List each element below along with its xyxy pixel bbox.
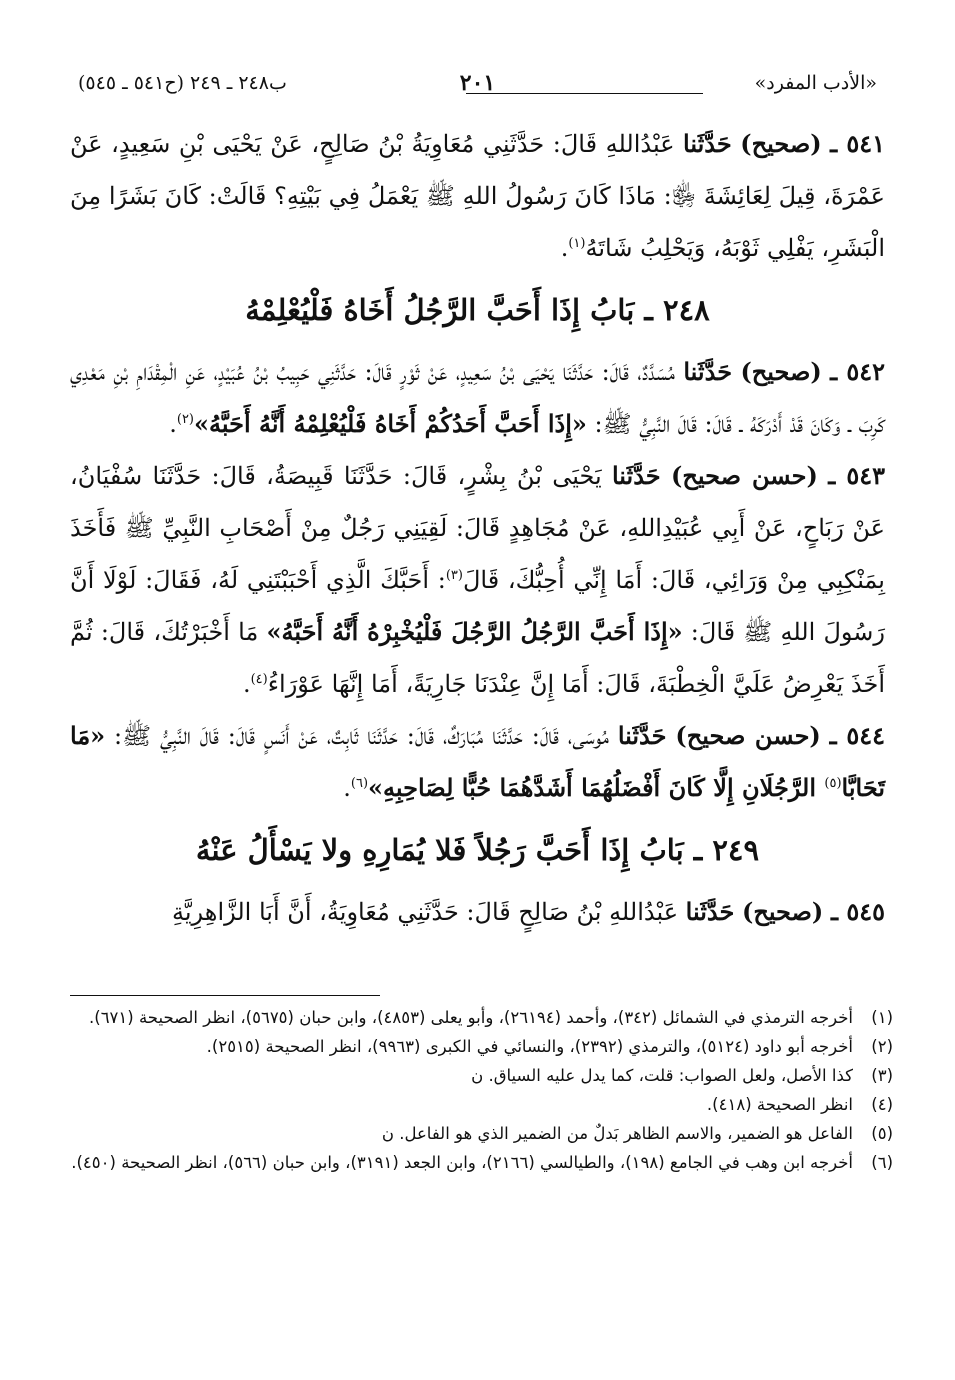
- haddathana-word: حَدَّثَنا: [617, 721, 667, 750]
- haddathana-word: حَدَّثَنا: [611, 461, 661, 490]
- footnote-text: كذا الأصل، ولعل الصواب: قلت، كما يدل عليه السياق. ن: [471, 1066, 853, 1085]
- footnote-number: (٦): [871, 1153, 893, 1172]
- hadith-number: ٥٤٤ ـ: [829, 721, 885, 750]
- chapter-heading-248: ٢٤٨ ـ بَابُ إِذَا أَحَبَّ الرَّجُلُ أَخَاهُ فَلْيُعْلِمْهُ: [245, 293, 710, 327]
- hadith-text-tail: مَا أَخْبَرْتُكَ، قَالَ: ثُمَّ أَخَذَ يَعْرِضُ عَلَيَّ الْخِطْبَةَ، قَالَ: أَمَا إِنَّ عِنْدَنَا جَارِيَةً، أَمَا إِنَّهَا عَوْرَاءُ: [70, 618, 885, 698]
- book-title: «الأدب المفرد»: [754, 72, 877, 94]
- haddathana-word: حَدَّثَنا: [683, 129, 732, 158]
- footnote: [68, 1149, 893, 1176]
- hadith-matn-rest: الرَّجُلَانِ إِلَّا كَانَ أَفْضَلُهُمَا أَشَدَّهُمَا حُبًّا لِصَاحِبِهِ»: [368, 773, 825, 802]
- footnote-number: (٤): [871, 1095, 893, 1114]
- footnote: [68, 1033, 893, 1060]
- footnote-text: انظر الصحيحة (٤١٨).: [706, 1095, 853, 1114]
- footnote-number: (٣): [871, 1066, 893, 1085]
- hadith-grade: (حسن صحيح): [670, 461, 818, 490]
- footnote-ref: (٦): [350, 776, 369, 791]
- hadith-number: ٥٤١ ـ: [830, 129, 886, 158]
- hadith-grade: (حسن صحيح): [675, 721, 821, 750]
- hadith-text: عَبْدُاللهِ بْنُ صَالِحٍ قَالَ: حَدَّثَنِي مُعَاوِيَةُ، أَنَّ أَبَا الزَّاهِرِيَّةِ: [172, 898, 686, 926]
- main-text: [70, 118, 885, 938]
- hadith-grade: (صحيح): [741, 897, 824, 926]
- footnote-text: أخرجه أبو داود (٥١٢٤)، والترمذي (٢٣٩٢)، والنسائي في الكبرى (٩٩٦٣)، انظر الصحيحة (٢٥١٥).: [206, 1037, 853, 1056]
- footnote-ref: (٣): [445, 568, 463, 583]
- hadith-544: [70, 710, 885, 814]
- footnote-ref: (٤): [250, 672, 268, 687]
- header-rule-left: [466, 93, 572, 94]
- hadith-grade: (صحيح): [740, 129, 822, 158]
- footnote-separator: [70, 995, 380, 996]
- hadith-matn-start: «مَا تَحَابَّا: [70, 721, 885, 802]
- footnote: [68, 1004, 893, 1031]
- section-range: ب٢٤٨ ـ ٢٤٩ (ح٥٤١ ـ ٥٤٥): [78, 72, 287, 94]
- footnote: [68, 1062, 893, 1089]
- hadith-text-continued: : أَحَبَّكَ الَّذِي أَحْبَبْتَنِي لَهُ، فَقَالَ: لَوْلَا أَنَّ رَسُولَ اللهِ ﷺ قَالَ:: [70, 566, 886, 646]
- hadith-end: .: [343, 774, 351, 802]
- haddathana-word: حَدَّثَنا: [683, 357, 733, 386]
- haddathana-word: حَدَّثَنا: [685, 897, 735, 926]
- hadith-end: .: [169, 410, 177, 438]
- hadith-text: عَبْدُاللهِ قَالَ: حَدَّثَنِي مُعَاوِيَةُ بْنُ صَالِحٍ، عَنْ يَحْيَى بْنِ سَعِيدٍ، عَنْ عَمْرَةَ، قِيلَ لِعَائِشَةَ ﵂: مَاذَا كَانَ رَسُولُ اللهِ ﷺ يَعْمَلُ فِي بَيْتِهِ؟ قَالَتْ: كَانَ بَشَرًا مِنَ الْبَشَرِ، يَفْلِي ثَوْبَهُ، وَيَحْلِبُ شَاتَهُ: [70, 130, 885, 262]
- hadith-number: ٥٤٢ ـ: [830, 357, 885, 386]
- hadith-end: .: [560, 234, 569, 262]
- footnote-number: (٢): [871, 1037, 893, 1056]
- hadith-text: يَحْيَى بْنُ بِشْرٍ، قَالَ: حَدَّثَنَا قَبِيصَةُ، قَالَ: حَدَّثَنَا سُفْيَانُ، عَنْ رَبَاحٍ، عَنْ أَبِي عُبَيْدِاللهِ، عَنْ مُجَاهِدٍ قَالَ: لَقِيَنِي رَجُلٌ مِنْ أَصْحَابِ النَّبِيِّ ﷺ فَأَخَذَ بِمَنْكِبِي مِنْ وَرَائِي، قَالَ: أَمَا إِنِّي أُحِبُّكَ، قَالَ: [70, 462, 885, 594]
- footnote-text: أخرجه الترمذي في الشمائل (٣٤٢)، وأحمد (٢٦١٩٤)، وأبو يعلى (٤٨٥٣)، وابن حبان (٥٦٧٥)، انظر الصحيحة (٦٧١).: [89, 1008, 853, 1027]
- hadith-number: ٥٤٥ ـ: [830, 897, 885, 926]
- hadith-number: ٥٤٣ ـ: [828, 461, 885, 490]
- footnote: [68, 1120, 893, 1147]
- footnote-ref: (٢): [176, 412, 194, 427]
- hadith-541: [70, 118, 885, 274]
- hadith-end: .: [242, 670, 251, 698]
- hadith-text: مُوسَى، قَالَ: حَدَّثَنَا مُبَارَكٌ، قَالَ: حَدَّثَنَا ثَابِتٌ، عَنْ أَنَسٍ قَالَ: قَالَ النَّبِيُّ ﷺ:: [105, 722, 618, 750]
- hadith-matn: «إِذَا أَحَبَّ الرَّجُلُ الرَّجُلَ فَلْيُخْبِرْهُ أَنَّهُ أَحَبَّهُ»: [266, 617, 683, 646]
- running-header: [70, 66, 885, 102]
- footnote-ref: (٥): [824, 776, 842, 791]
- hadith-542: [70, 346, 885, 450]
- footnote-text: الفاعل هو الضمير، والاسم الظاهر بَدلٌ من الضمير الذي هو الفاعل. ن: [381, 1124, 853, 1143]
- hadith-545: [70, 886, 885, 938]
- hadith-543: [70, 450, 885, 710]
- hadith-matn: «إِذَا أَحَبَّ أَحَدُكُمْ أَخَاهُ فَلْيُعْلِمْهُ أَنَّهُ أَحَبَّهُ»: [194, 409, 587, 438]
- page-number: ٢٠١: [459, 70, 496, 96]
- footnote-number: (١): [871, 1008, 893, 1027]
- footnote-text: أخرجه ابن وهب في الجامع (١٩٨)، والطيالسي (٢١٦٦)، وابن الجعد (٣١٩١)، وابن حبان (٥٦٦)، انظر الصحيحة (٤٥٠).: [71, 1153, 853, 1172]
- footnote: [68, 1091, 893, 1118]
- chapter-heading-249: ٢٤٩ ـ بَابُ إِذَا أَحَبَّ رَجُلاً فَلا يُمَارِهِ ولا يَسْأَلُ عَنْهُ: [195, 833, 760, 867]
- footnote-number: (٥): [871, 1124, 893, 1143]
- hadith-grade: (صحيح): [740, 357, 822, 386]
- footnote-ref: (١): [568, 236, 586, 251]
- hadith-text: مُسَدَّدٌ، قَالَ: حَدَّثَنَا يَحْيَى بْنُ سَعِيدٍ، عَنْ ثَوْرٍ قَالَ: حَدَّثَنِي حَبِيبُ بْنُ عُبَيْدٍ، عَنِ الْمِقْدَامِ بْنِ مَعْدِي كَرِبَ ـ وَكَانَ قَدْ أَدْرَكَهُ ـ قَالَ: قَالَ النَّبِيُّ ﷺ:: [70, 358, 885, 438]
- footnotes: [68, 1004, 893, 1178]
